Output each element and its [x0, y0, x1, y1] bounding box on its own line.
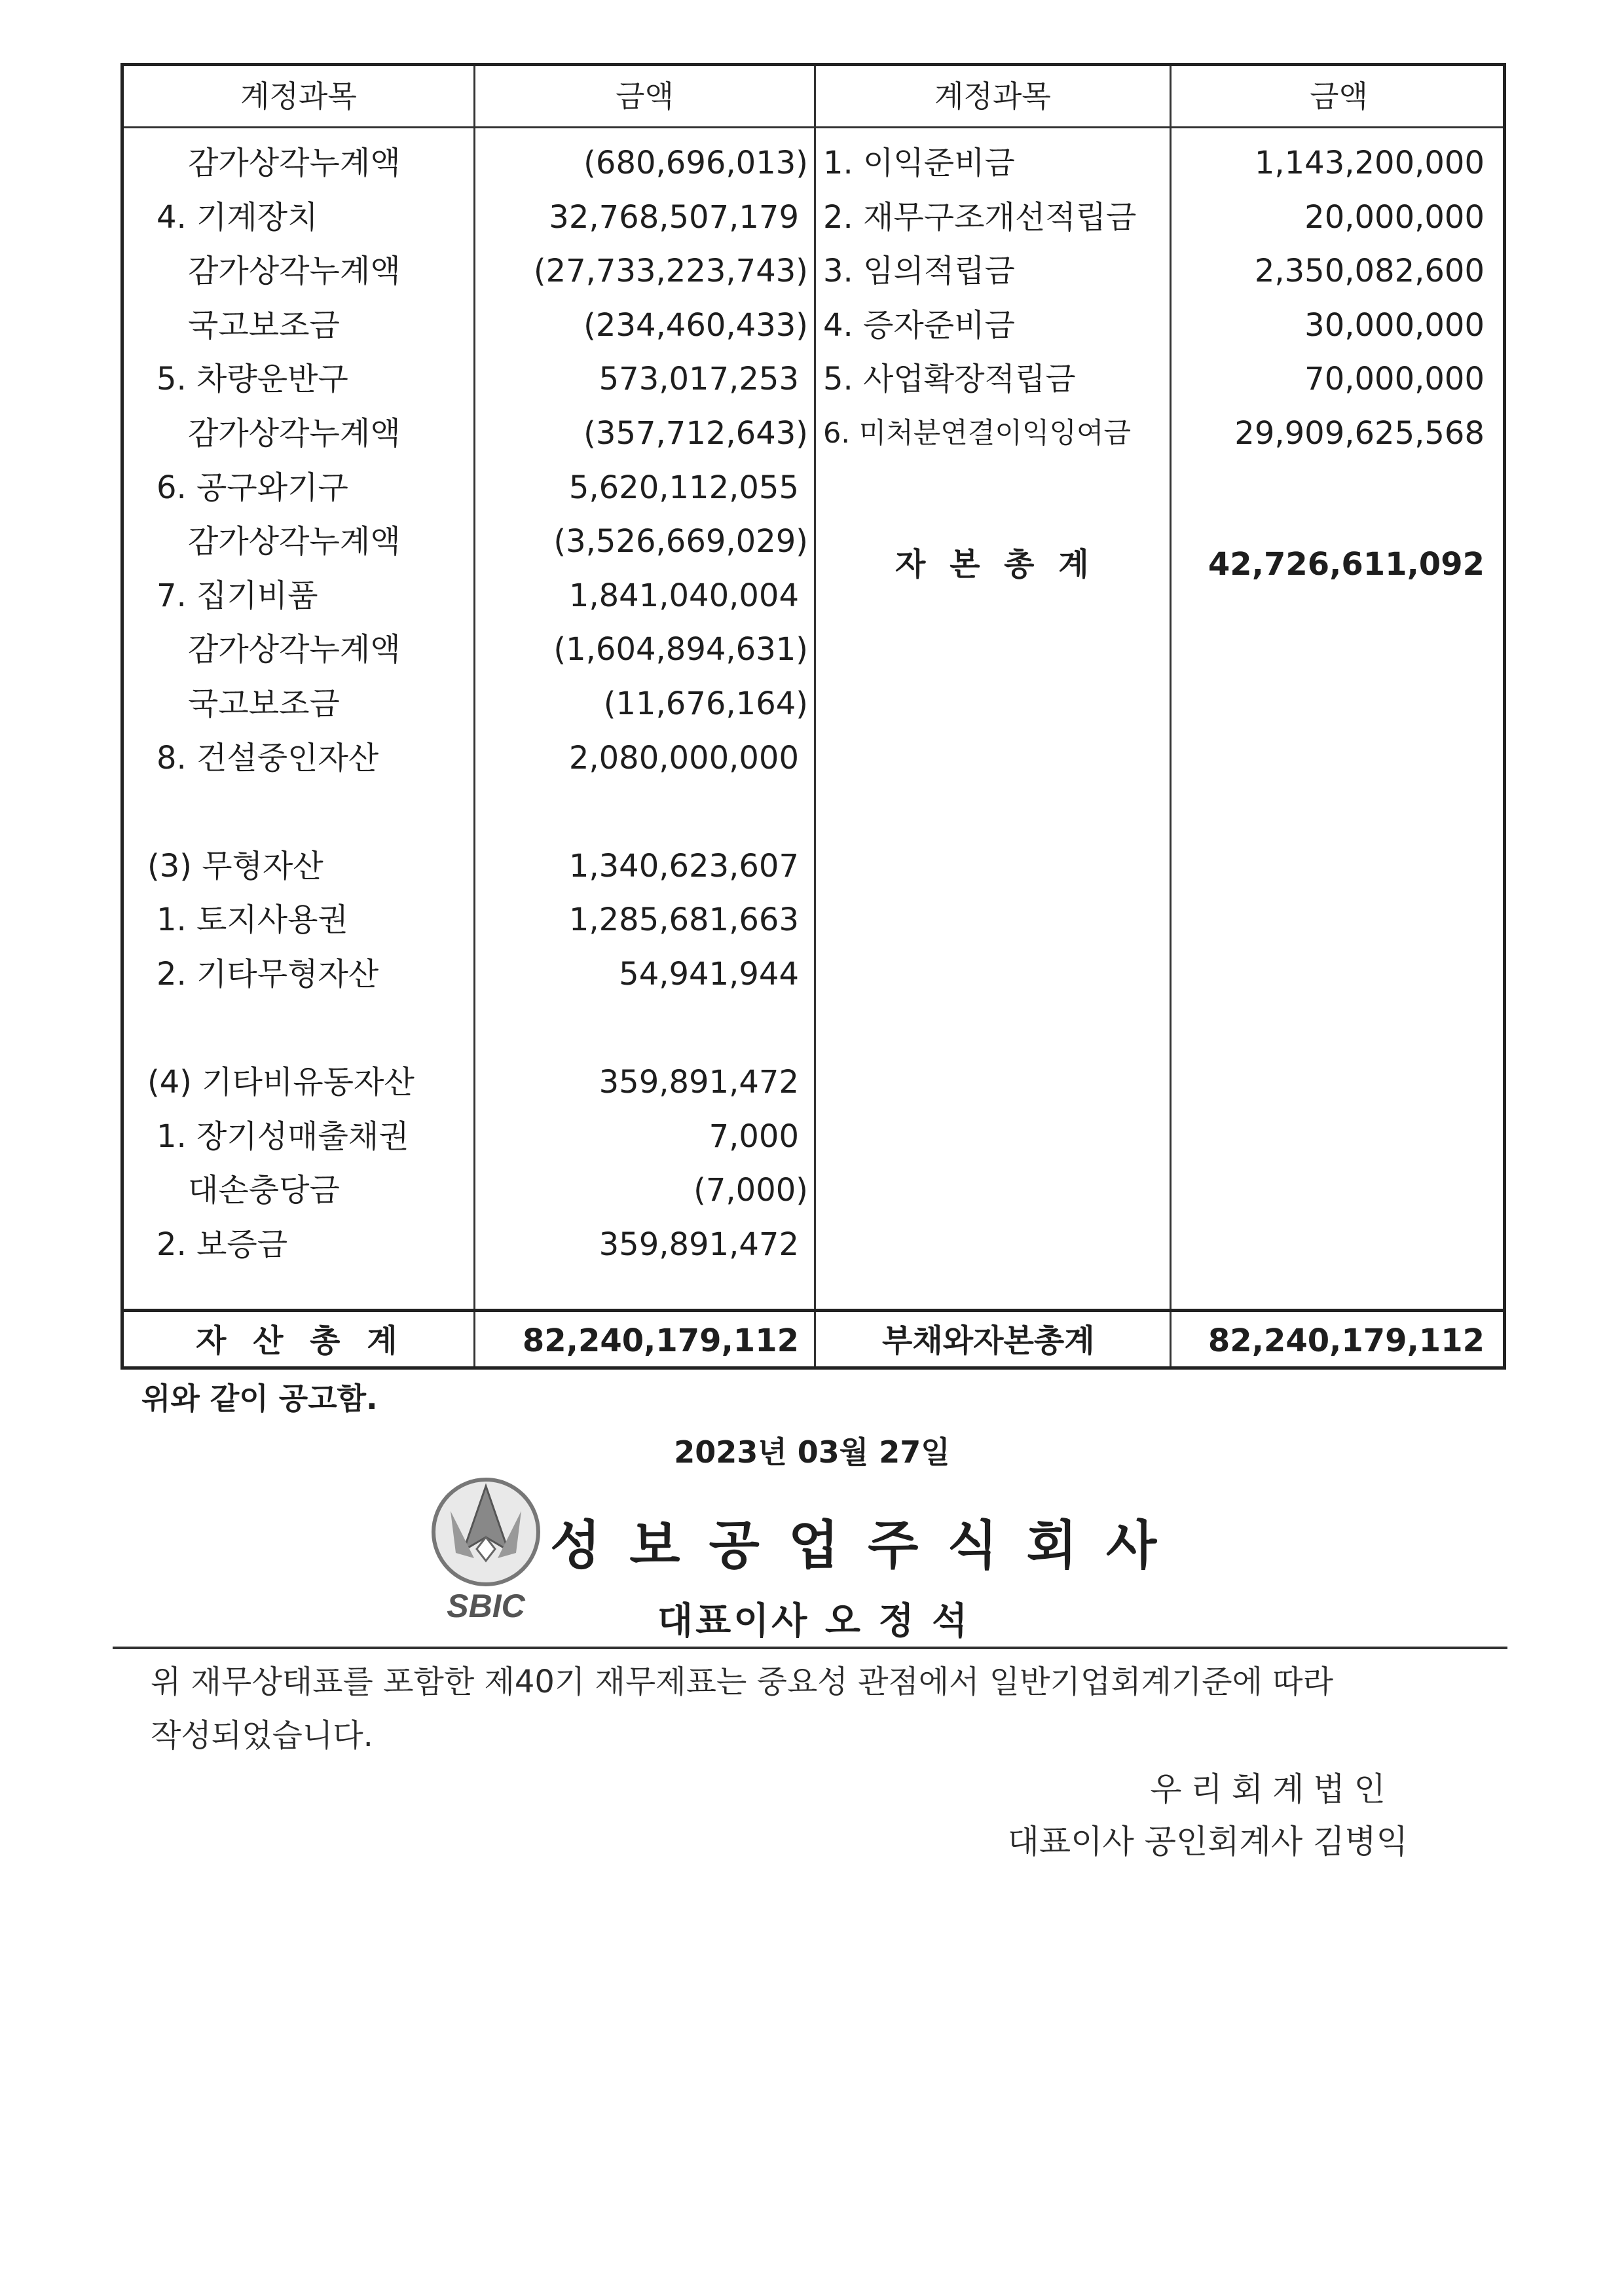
section-rule	[113, 1647, 1507, 1649]
asset-row-label: 감가상각누계액	[188, 253, 401, 290]
header-left-account: 계정과목	[240, 79, 357, 114]
equity-row-label: 6. 미처분연결이익잉여금	[823, 417, 1132, 450]
capital-total-row	[124, 538, 1503, 591]
liab-equity-total-label: 부채와자본총계	[882, 1322, 1095, 1359]
asset-row	[124, 731, 814, 785]
asset-row-amount: 359,891,472	[599, 1226, 799, 1263]
asset-row-amount: (680,696,013)	[583, 145, 808, 181]
asset-row-label: 5. 차량운반구	[157, 361, 348, 398]
audit-statement-line1: 위 재무상태표를 포함한 제40기 재무제표는 중요성 관점에서 일반기업회계기준에 따라	[151, 1664, 1334, 1700]
asset-row-amount: 1,285,681,663	[568, 902, 799, 939]
asset-row-amount: 2,080,000,000	[568, 739, 799, 776]
asset-row	[124, 1163, 814, 1217]
asset-row-label: 대손충당금	[188, 1172, 340, 1209]
equity-row-amount: 20,000,000	[1304, 198, 1485, 236]
asset-row	[124, 1218, 814, 1271]
asset-row-amount: (3,526,669,029)	[553, 523, 808, 560]
asset-row-amount: (7,000)	[693, 1172, 808, 1209]
capital-total-label: 자 본 총 계	[895, 546, 1096, 583]
asset-row-amount: 359,891,472	[599, 1064, 799, 1101]
asset-row-label: (3) 무형자산	[147, 847, 323, 884]
asset-row	[124, 461, 814, 515]
equity-row	[124, 136, 1503, 190]
equity-row-label: 2. 재무구조개선적립금	[823, 198, 1137, 236]
notice-text: 위와 같이 공고함.	[141, 1381, 378, 1416]
auditor-name: 대표이사 공인회계사 김병익	[1007, 1823, 1408, 1861]
asset-row-label: 감가상각누계액	[188, 631, 401, 668]
header-right-account: 계정과목	[934, 79, 1051, 114]
asset-row-label: 8. 건설중인자산	[157, 739, 379, 776]
asset-row-label: 1. 토지사용권	[157, 902, 348, 939]
equity-row-label: 3. 임의적립금	[823, 253, 1015, 290]
audit-statement-line2: 작성되었습니다.	[151, 1717, 373, 1754]
announcement-date: 2023년 03월 27일	[674, 1434, 950, 1470]
asset-row-amount: 7,000	[709, 1118, 799, 1155]
asset-row-label: 감가상각누계액	[188, 415, 401, 452]
asset-row-amount: (357,712,643)	[583, 415, 808, 452]
asset-row-label: (4) 기타비유동자산	[147, 1064, 415, 1101]
equity-row	[124, 244, 1503, 298]
equity-row-label: 1. 이익준비금	[823, 145, 1015, 181]
asset-row-label: 7. 집기비품	[157, 577, 318, 614]
header-divider	[124, 126, 1503, 128]
asset-row	[124, 785, 814, 839]
asset-row-amount: 1,340,623,607	[568, 847, 799, 884]
asset-row-label: 감가상각누계액	[188, 523, 401, 560]
equity-row	[124, 299, 1503, 352]
asset-row	[124, 1110, 814, 1163]
equity-row	[124, 352, 1503, 406]
asset-row-amount: 32,768,507,179	[549, 198, 799, 236]
asset-row-amount: (11,676,164)	[603, 685, 808, 722]
header-right-amount: 금액	[1310, 79, 1368, 114]
equity-row	[124, 407, 1503, 460]
asset-row-amount: 5,620,112,055	[568, 469, 799, 506]
audit-firm-name: 우리회계법인	[1150, 1770, 1395, 1808]
equity-row	[124, 191, 1503, 244]
logo-text: SBIC	[447, 1588, 525, 1624]
assets-total-amount: 82,240,179,112	[522, 1322, 799, 1359]
asset-row	[124, 1055, 814, 1109]
assets-total-label: 자 산 총 계	[196, 1322, 405, 1359]
asset-row-label: 국고보조금	[188, 685, 340, 722]
equity-row-label: 5. 사업확장적립금	[823, 361, 1076, 398]
totals-row	[124, 1314, 1503, 1368]
equity-row-amount: 29,909,625,568	[1234, 415, 1485, 452]
company-name: 성보공업주식회사	[550, 1515, 1186, 1576]
asset-row-amount: (234,460,433)	[583, 306, 808, 344]
asset-row-amount: (1,604,894,631)	[553, 631, 808, 668]
asset-row-amount: 54,941,944	[619, 956, 799, 993]
asset-row-label: 4. 기계장치	[157, 198, 318, 236]
equity-row-label: 4. 증자준비금	[823, 306, 1015, 344]
asset-row-label: 6. 공구와기구	[157, 469, 348, 506]
asset-row-amount: 573,017,253	[599, 361, 799, 398]
balance-sheet-table	[120, 63, 1506, 1370]
asset-row	[124, 893, 814, 947]
asset-row	[124, 623, 814, 676]
liab-equity-total-amount: 82,240,179,112	[1208, 1322, 1485, 1359]
asset-row	[124, 839, 814, 893]
asset-row-amount: 1,841,040,004	[568, 577, 799, 614]
equity-row-amount: 30,000,000	[1304, 306, 1485, 344]
header-left-amount: 금액	[616, 79, 674, 114]
totals-divider	[124, 1309, 1503, 1312]
asset-row-label: 2. 보증금	[157, 1226, 288, 1263]
asset-row	[124, 1002, 814, 1055]
capital-total-amount: 42,726,611,092	[1208, 546, 1485, 583]
equity-row-amount: 70,000,000	[1304, 361, 1485, 398]
asset-row-label: 2. 기타무형자산	[157, 956, 379, 993]
company-logo	[431, 1472, 541, 1626]
asset-row-label: 1. 장기성매출채권	[157, 1118, 409, 1155]
equity-row-amount: 1,143,200,000	[1254, 145, 1485, 181]
asset-row	[124, 677, 814, 731]
asset-row	[124, 947, 814, 1001]
company-ceo: 대표이사 오 정 석	[657, 1600, 970, 1643]
asset-row-amount: (27,733,223,743)	[533, 253, 808, 290]
asset-row-label: 국고보조금	[188, 306, 340, 344]
equity-row-amount: 2,350,082,600	[1254, 253, 1485, 290]
asset-row-label: 감가상각누계액	[188, 145, 401, 181]
